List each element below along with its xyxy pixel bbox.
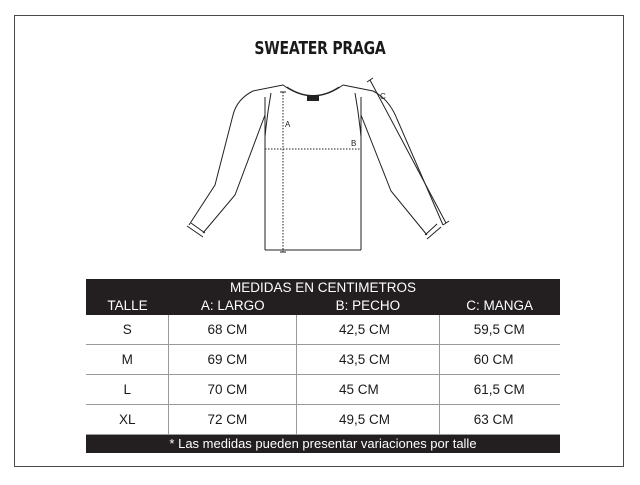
- cell-manga: 61,5 CM: [439, 375, 560, 405]
- header-largo: A: LARGO: [169, 297, 297, 315]
- header-talle: TALLE: [86, 297, 169, 315]
- cell-largo: 70 CM: [169, 375, 297, 405]
- table-footer-note: * Las medidas pueden presentar variaciones por talle: [86, 435, 560, 454]
- cell-talle: L: [86, 375, 169, 405]
- label-c: C: [380, 92, 386, 101]
- label-b: B: [351, 139, 357, 148]
- cell-talle: M: [86, 345, 169, 375]
- cell-manga: 63 CM: [439, 405, 560, 435]
- table-row: [86, 375, 560, 405]
- cell-largo: 68 CM: [169, 315, 297, 345]
- cell-manga: 60 CM: [439, 345, 560, 375]
- size-table: [86, 279, 560, 453]
- cell-manga: 59,5 CM: [439, 315, 560, 345]
- sweater-diagram: [175, 75, 455, 260]
- cell-pecho: 43,5 CM: [297, 345, 440, 375]
- cell-largo: 69 CM: [169, 345, 297, 375]
- cell-talle: XL: [86, 405, 169, 435]
- page-title: SWEATER PRAGA: [254, 38, 386, 59]
- cell-talle: S: [86, 315, 169, 345]
- table-row: [86, 405, 560, 435]
- header-manga: C: MANGA: [439, 297, 560, 315]
- header-pecho: B: PECHO: [297, 297, 440, 315]
- table-row: [86, 345, 560, 375]
- table-row: [86, 315, 560, 345]
- cell-pecho: 42,5 CM: [297, 315, 440, 345]
- cell-largo: 72 CM: [169, 405, 297, 435]
- logo-tag-icon: [307, 95, 319, 101]
- cell-pecho: 45 CM: [297, 375, 440, 405]
- cell-pecho: 49,5 CM: [297, 405, 440, 435]
- table-header-row: [86, 297, 560, 315]
- label-a: A: [285, 120, 291, 129]
- table-band-title: MEDIDAS EN CENTIMETROS: [86, 279, 560, 297]
